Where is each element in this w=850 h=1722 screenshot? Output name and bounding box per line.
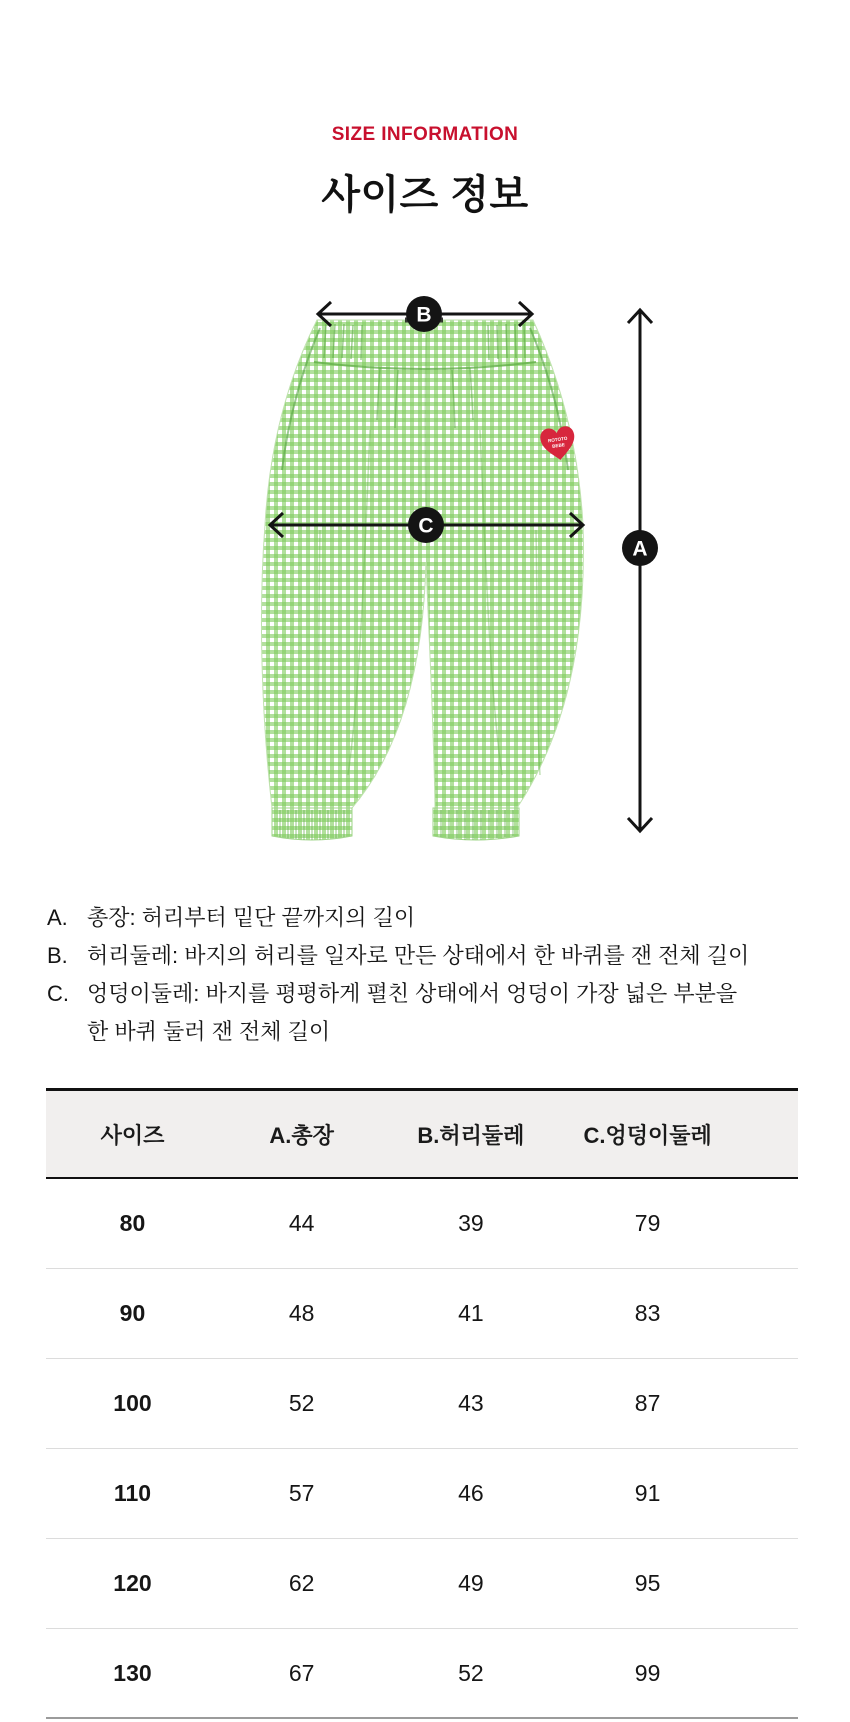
section-eyebrow: SIZE INFORMATION [331, 124, 519, 145]
pants-illustration [261, 320, 583, 840]
note-c-text: 엉덩이둘레: 바지를 평평하게 펼친 상태에서 엉덩이 가장 넓은 부분을 [87, 981, 738, 1006]
cell-waist: 46 [458, 1480, 484, 1506]
cell-length: 52 [288, 1390, 315, 1416]
table-row [46, 1629, 798, 1719]
note-a [47, 899, 787, 937]
cell-waist: 52 [458, 1659, 484, 1686]
cell-length: 48 [288, 1300, 315, 1326]
cell-size: 100 [113, 1390, 152, 1416]
cell-hip: 87 [634, 1390, 661, 1416]
size-table [46, 1088, 798, 1719]
table-row [46, 1449, 798, 1539]
col-header-length: A.총장 [269, 1122, 334, 1148]
note-a-text: 총장: 허리부터 밑단 끝까지의 길이 [87, 905, 416, 930]
note-c-prefix: C. [47, 981, 69, 1006]
table-row [46, 1269, 798, 1359]
label-a: A [632, 537, 648, 561]
cell-length: 62 [288, 1570, 315, 1596]
col-header-waist: B.허리둘레 [417, 1122, 525, 1148]
label-b: B [416, 303, 432, 327]
page-title: 사이즈 정보 [321, 173, 529, 217]
measure-arrow-a [628, 310, 652, 831]
cell-hip: 79 [634, 1210, 661, 1236]
cell-hip: 83 [634, 1300, 661, 1326]
patch-text-line1: ROTOTO [547, 435, 568, 444]
cell-hip: 99 [634, 1659, 661, 1686]
cell-size: 80 [119, 1210, 146, 1236]
cell-size: 130 [113, 1659, 152, 1686]
patch-text-line2: BEBE [551, 442, 566, 449]
note-b-text: 허리둘레: 바지의 허리를 일자로 만든 상태에서 한 바퀴를 잰 전체 길이 [87, 943, 750, 968]
col-header-size: 사이즈 [100, 1122, 165, 1148]
cell-length: 67 [288, 1659, 315, 1686]
cell-waist: 41 [458, 1300, 484, 1326]
label-c: C [418, 514, 434, 538]
cell-hip: 91 [634, 1480, 661, 1506]
table-row [46, 1539, 798, 1629]
cell-hip: 95 [634, 1570, 661, 1596]
cell-length: 44 [288, 1210, 315, 1236]
cell-size: 90 [119, 1300, 146, 1326]
cell-length: 57 [288, 1480, 315, 1506]
note-a-prefix: A. [47, 905, 68, 930]
note-b-prefix: B. [47, 943, 68, 968]
size-table-body [46, 1179, 798, 1719]
table-row [46, 1179, 798, 1269]
note-c-continued: 한 바퀴 둘러 잰 전체 길이 [87, 1019, 331, 1044]
cell-size: 120 [113, 1570, 152, 1596]
note-c [47, 975, 787, 1013]
table-row [46, 1359, 798, 1449]
cell-waist: 39 [458, 1210, 484, 1236]
cell-size: 110 [113, 1480, 152, 1506]
cell-waist: 49 [458, 1570, 484, 1596]
cell-waist: 43 [458, 1390, 484, 1416]
note-b [47, 937, 787, 975]
measurement-notes [47, 899, 787, 1051]
size-table-header [46, 1091, 798, 1179]
pants-size-diagram [230, 270, 670, 850]
col-header-hip: C.엉덩이둘레 [583, 1122, 712, 1148]
